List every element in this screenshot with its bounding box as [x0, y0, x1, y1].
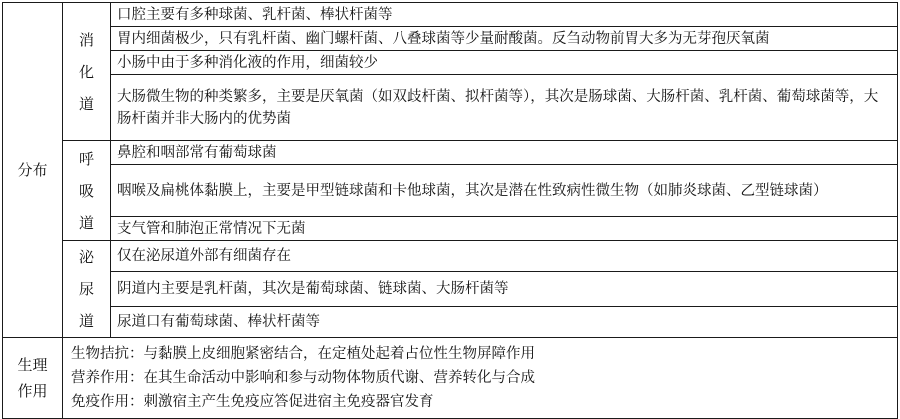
table-cell: 大肠微生物的种类繁多，主要是厌氧菌（如双歧杆菌、拟杆菌等），其次是肠球菌、大肠杆菌、乳杆菌、葡萄球菌等，大肠杆菌并非大肠内的优势菌: [111, 75, 898, 141]
table-cell: 阴道内主要是乳杆菌，其次是葡萄球菌、链球菌、大肠杆菌等: [111, 272, 898, 306]
table-row: [3, 75, 898, 141]
table-cell: 口腔主要有多种球菌、乳杆菌、棒状杆菌等: [111, 3, 898, 27]
table-row: [3, 217, 898, 241]
table-row: [3, 338, 898, 419]
physiology-item: 营养作用：在其生命活动中影响和参与动物体物质代谢、营养转化与合成: [71, 370, 535, 386]
physiology-item: 免疫作用：刺激宿主产生免疫应答促进宿主免疫器官发育: [71, 394, 434, 410]
table-cell: 咽喉及扁桃体黏膜上，主要是甲型链球菌和卡他球菌，其次是潜在性致病性微生物（如肺炎球菌、乙型链球菌）: [111, 165, 898, 217]
table-row: [3, 306, 898, 337]
table-row: [3, 165, 898, 217]
table-row: [3, 3, 898, 27]
table-cell: 仅在泌尿道外部有细菌存在: [111, 241, 898, 272]
table-row: [3, 27, 898, 51]
distribution-category: [3, 3, 63, 338]
table-row: [3, 241, 898, 272]
section-label-respiratory: 呼吸道: [63, 141, 111, 241]
table-cell: 胃内细菌极少，只有乳杆菌、幽门螺杆菌、八叠球菌等少量耐酸菌。反刍动物前胃大多为无芽孢厌氧菌: [111, 27, 898, 51]
table-row: [3, 51, 898, 75]
physiology-label: 生理作用: [17, 356, 48, 400]
section-label-digestive: 消化道: [63, 3, 111, 141]
table-cell: 支气管和肺泡正常情况下无菌: [111, 217, 898, 241]
microbiota-table: [2, 2, 898, 419]
table-row: [3, 272, 898, 306]
table-cell: 小肠中由于多种消化液的作用，细菌较少: [111, 51, 898, 75]
section-label-urogenital: 泌尿道: [63, 241, 111, 338]
table-row: [3, 141, 898, 165]
table-cell: 鼻腔和咽部常有葡萄球菌: [111, 141, 898, 165]
table-cell: 尿道口有葡萄球菌、棒状杆菌等: [111, 306, 898, 337]
physiology-item: 生物拮抗：与黏膜上皮细胞紧密结合，在定植处起着占位性生物屏障作用: [71, 346, 535, 362]
physiology-cell: [63, 338, 898, 419]
distribution-label: 分布: [17, 161, 48, 179]
physiology-category: [3, 338, 63, 419]
